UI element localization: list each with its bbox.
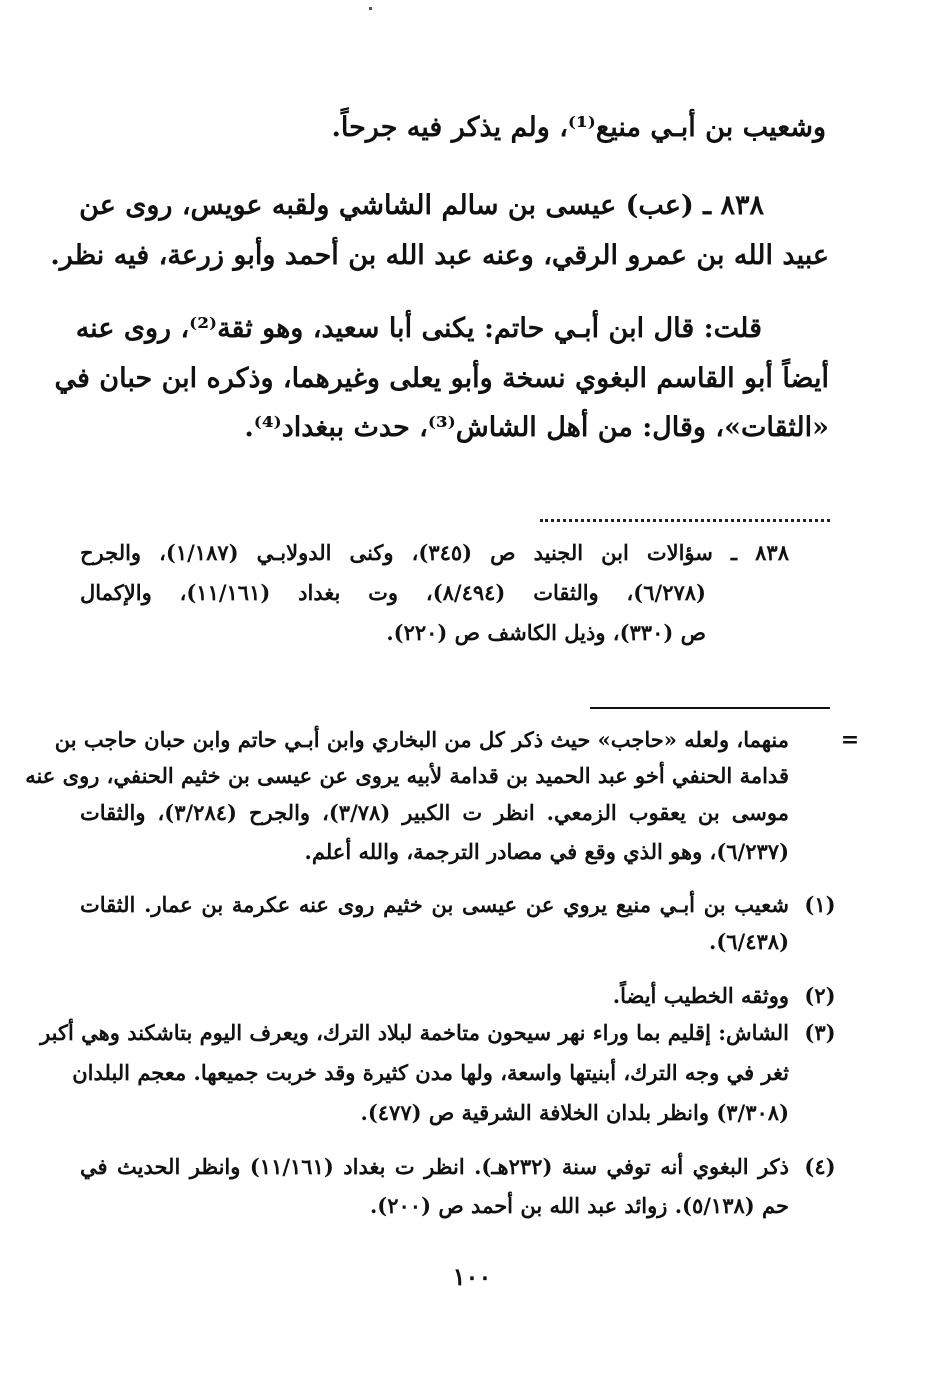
footnote-3-line-2: ثغر في وجه الترك، أبنيتها واسعة، ولها مدن كثيرة وقد خربت جميعها. معجم البلدان: [72, 1060, 789, 1085]
sources-line-3: ص (٣٣٠)، وذيل الكاشف ص (٢٢٠).: [386, 620, 706, 645]
sources-line-2: (٦/٢٧٨)، والثقات (٨/٤٩٤)، وت بغداد (١١/١٦١)، والإكمال: [80, 580, 706, 605]
continuation-line-3: موسى بن يعقوب الزمعي. انظر ت الكبير (٣/٧٨)، والجرح (٣/٢٨٤)، والثقات: [80, 800, 789, 825]
page-number: ١٠٠: [452, 1262, 492, 1291]
entry-838-line-1: ٨٣٨ ـ (عب) عيسى بن سالم الشاشي ولقبه عويس، روى عن: [79, 190, 764, 221]
continuation-line-2: قدامة الحنفي أخو عبد الحميد بن قدامة لأبيه يروى عن عيسى بن خثيم الحنفي، روى عنه: [25, 763, 789, 788]
footnote-2-number: (٢): [804, 983, 836, 1008]
commentary-line-3: «الثقات»، وقال: من أهل الشاش⁽³⁾، حدث ببغداد⁽⁴⁾.: [244, 412, 829, 443]
footnote-4-line-1: ذكر البغوي أنه توفي سنة (٢٣٢هـ). انظر ت بغداد (١١/١٦١) وانظر الحديث في: [80, 1154, 790, 1179]
footnote-rule: [590, 707, 830, 709]
footnote-4-line-2: حم (٥/١٣٨). زوائد عبد الله بن أحمد ص (٢٠٠).: [370, 1193, 789, 1218]
sources-line-1: ٨٣٨ ـ سؤالات ابن الجنيد ص (٣٤٥)، وكنى الدولابـي (١/١٨٧)، والجرح: [80, 540, 789, 565]
continuation-line-1: منهما، ولعله «حاجب» حيث ذكر كل من البخاري وابن أبـي حاتم وابن حبان حاجب بن: [54, 727, 789, 752]
footnote-3-number: (٣): [804, 1020, 836, 1045]
footnote-2-line-1: ووثقه الخطيب أيضاً.: [612, 983, 789, 1008]
footnote-3-line-3: (٣/٣٠٨) وانظر بلدان الخلافة الشرقية ص (٤٧٧).: [360, 1100, 789, 1125]
entry-838-line-2: عبيد الله بن عمرو الرقي، وعنه عبد الله بن أحمد وأبو زرعة، فيه نظر.: [50, 240, 829, 271]
dotted-separator: [540, 505, 830, 522]
commentary-line-2: أيضاً أبو القاسم البغوي نسخة وأبو يعلى وغيرهما، وذكره ابن حبان في: [54, 363, 829, 394]
continuation-mark: =: [840, 727, 860, 753]
main-line-1: وشعيب بن أبـي منيع⁽¹⁾، ولم يذكر فيه جرحاً.: [331, 112, 826, 143]
footnote-1-number: (١): [804, 892, 836, 917]
footnote-3-line-1: الشاش: إقليم بما وراء نهر سيحون متاخمة لبلاد الترك، ويعرف اليوم بتاشكند وهي أكبر: [40, 1020, 789, 1045]
commentary-line-1: قلت: قال ابن أبـي حاتم: يكنى أبا سعيد، وهو ثقة⁽²⁾، روى عنه: [75, 313, 762, 344]
continuation-line-4: (٦/٢٣٧)، وهو الذي وقع في مصادر الترجمة، والله أعلم.: [304, 839, 789, 864]
footnote-1-line-1: شعيب بن أبـي منيع يروي عن عيسى بن خثيم روى عنه عكرمة بن عمار. الثقات: [80, 892, 789, 917]
footnote-1-line-2: (٦/٤٣٨).: [709, 929, 789, 954]
scan-speck: [369, 7, 372, 10]
footnote-4-number: (٤): [804, 1154, 836, 1179]
